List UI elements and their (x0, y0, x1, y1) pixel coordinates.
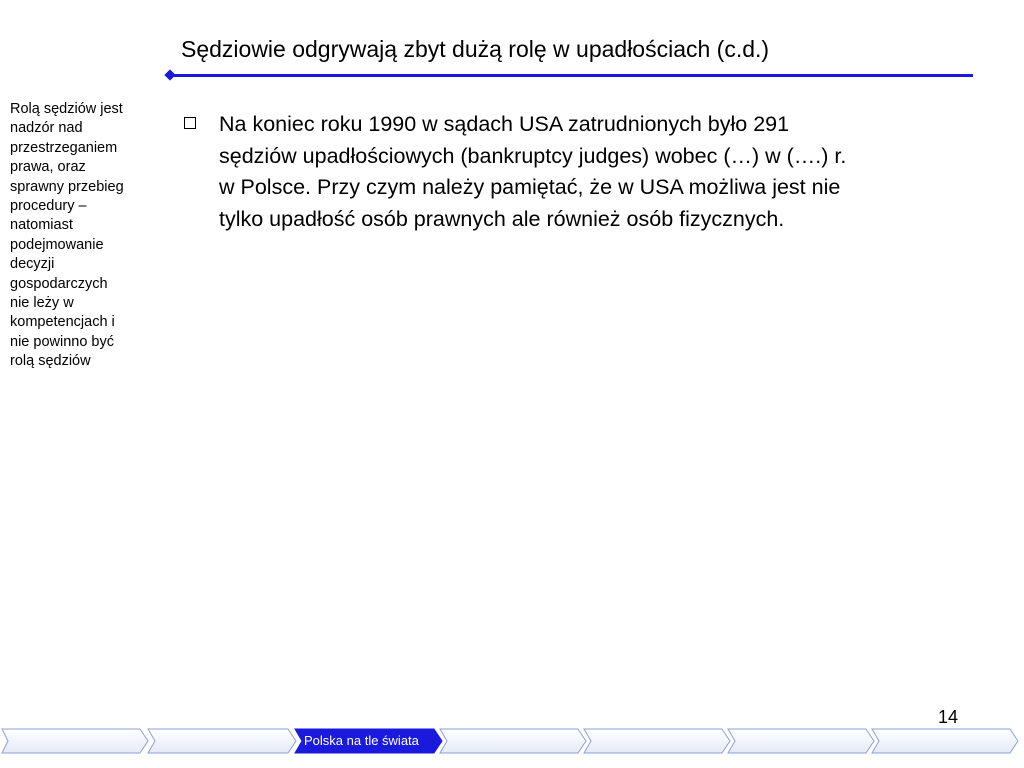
side-note-line: nie leży w (10, 295, 74, 312)
side-note-line: procedury – (10, 198, 87, 215)
side-note-line: gospodarczych (10, 275, 108, 292)
checkbox-bullet-icon (184, 117, 196, 129)
section-navigation-bar (0, 727, 1024, 755)
bullet-line: sędziów upadłościowych (bankruptcy judges) wobec (…) w (….) r. (219, 143, 847, 168)
title-underline (170, 74, 973, 77)
nav-segment-5[interactable] (584, 729, 730, 753)
navigation-arrows (0, 727, 1024, 755)
side-note (10, 100, 152, 372)
nav-segment-1[interactable] (2, 729, 148, 753)
side-note-line: natomiast (10, 217, 73, 234)
side-note-line: podejmowanie (10, 236, 104, 253)
slide-title: Sędziowie odgrywają zbyt dużą rolę w upadłościach (c.d.) (181, 36, 770, 62)
bullet-line: Na koniec roku 1990 w sądach USA zatrudnionych było 291 (219, 112, 790, 136)
bullet-line: w Polsce. Przy czym należy pamiętać, że w USA możliwa jest nie (219, 175, 841, 199)
side-note-line: Rolą sędziów jest (10, 101, 123, 117)
side-note-line: prawa, oraz (10, 159, 86, 176)
nav-active-label[interactable]: Polska na tle świata (304, 733, 419, 748)
side-note-line: nadzór nad (10, 120, 83, 137)
side-note-line: przestrzeganiem (10, 139, 118, 156)
bullet-list (181, 109, 981, 235)
bullet-line: tylko upadłość osób prawnych ale również osób fizycznych. (219, 206, 785, 231)
side-note-line: nie powinno być (10, 333, 114, 350)
side-note-line: sprawny przebieg (10, 178, 124, 195)
side-note-line: kompetencjach i (10, 314, 115, 331)
nav-segment-2[interactable] (148, 729, 296, 753)
nav-segment-6[interactable] (728, 729, 874, 753)
nav-segment-4[interactable] (440, 729, 586, 753)
bullet-item (181, 109, 981, 235)
side-note-line: rolą sędziów (10, 353, 91, 370)
nav-segment-7[interactable] (872, 729, 1018, 753)
page-number: 14 (938, 707, 959, 727)
side-note-line: decyzji (10, 256, 55, 273)
